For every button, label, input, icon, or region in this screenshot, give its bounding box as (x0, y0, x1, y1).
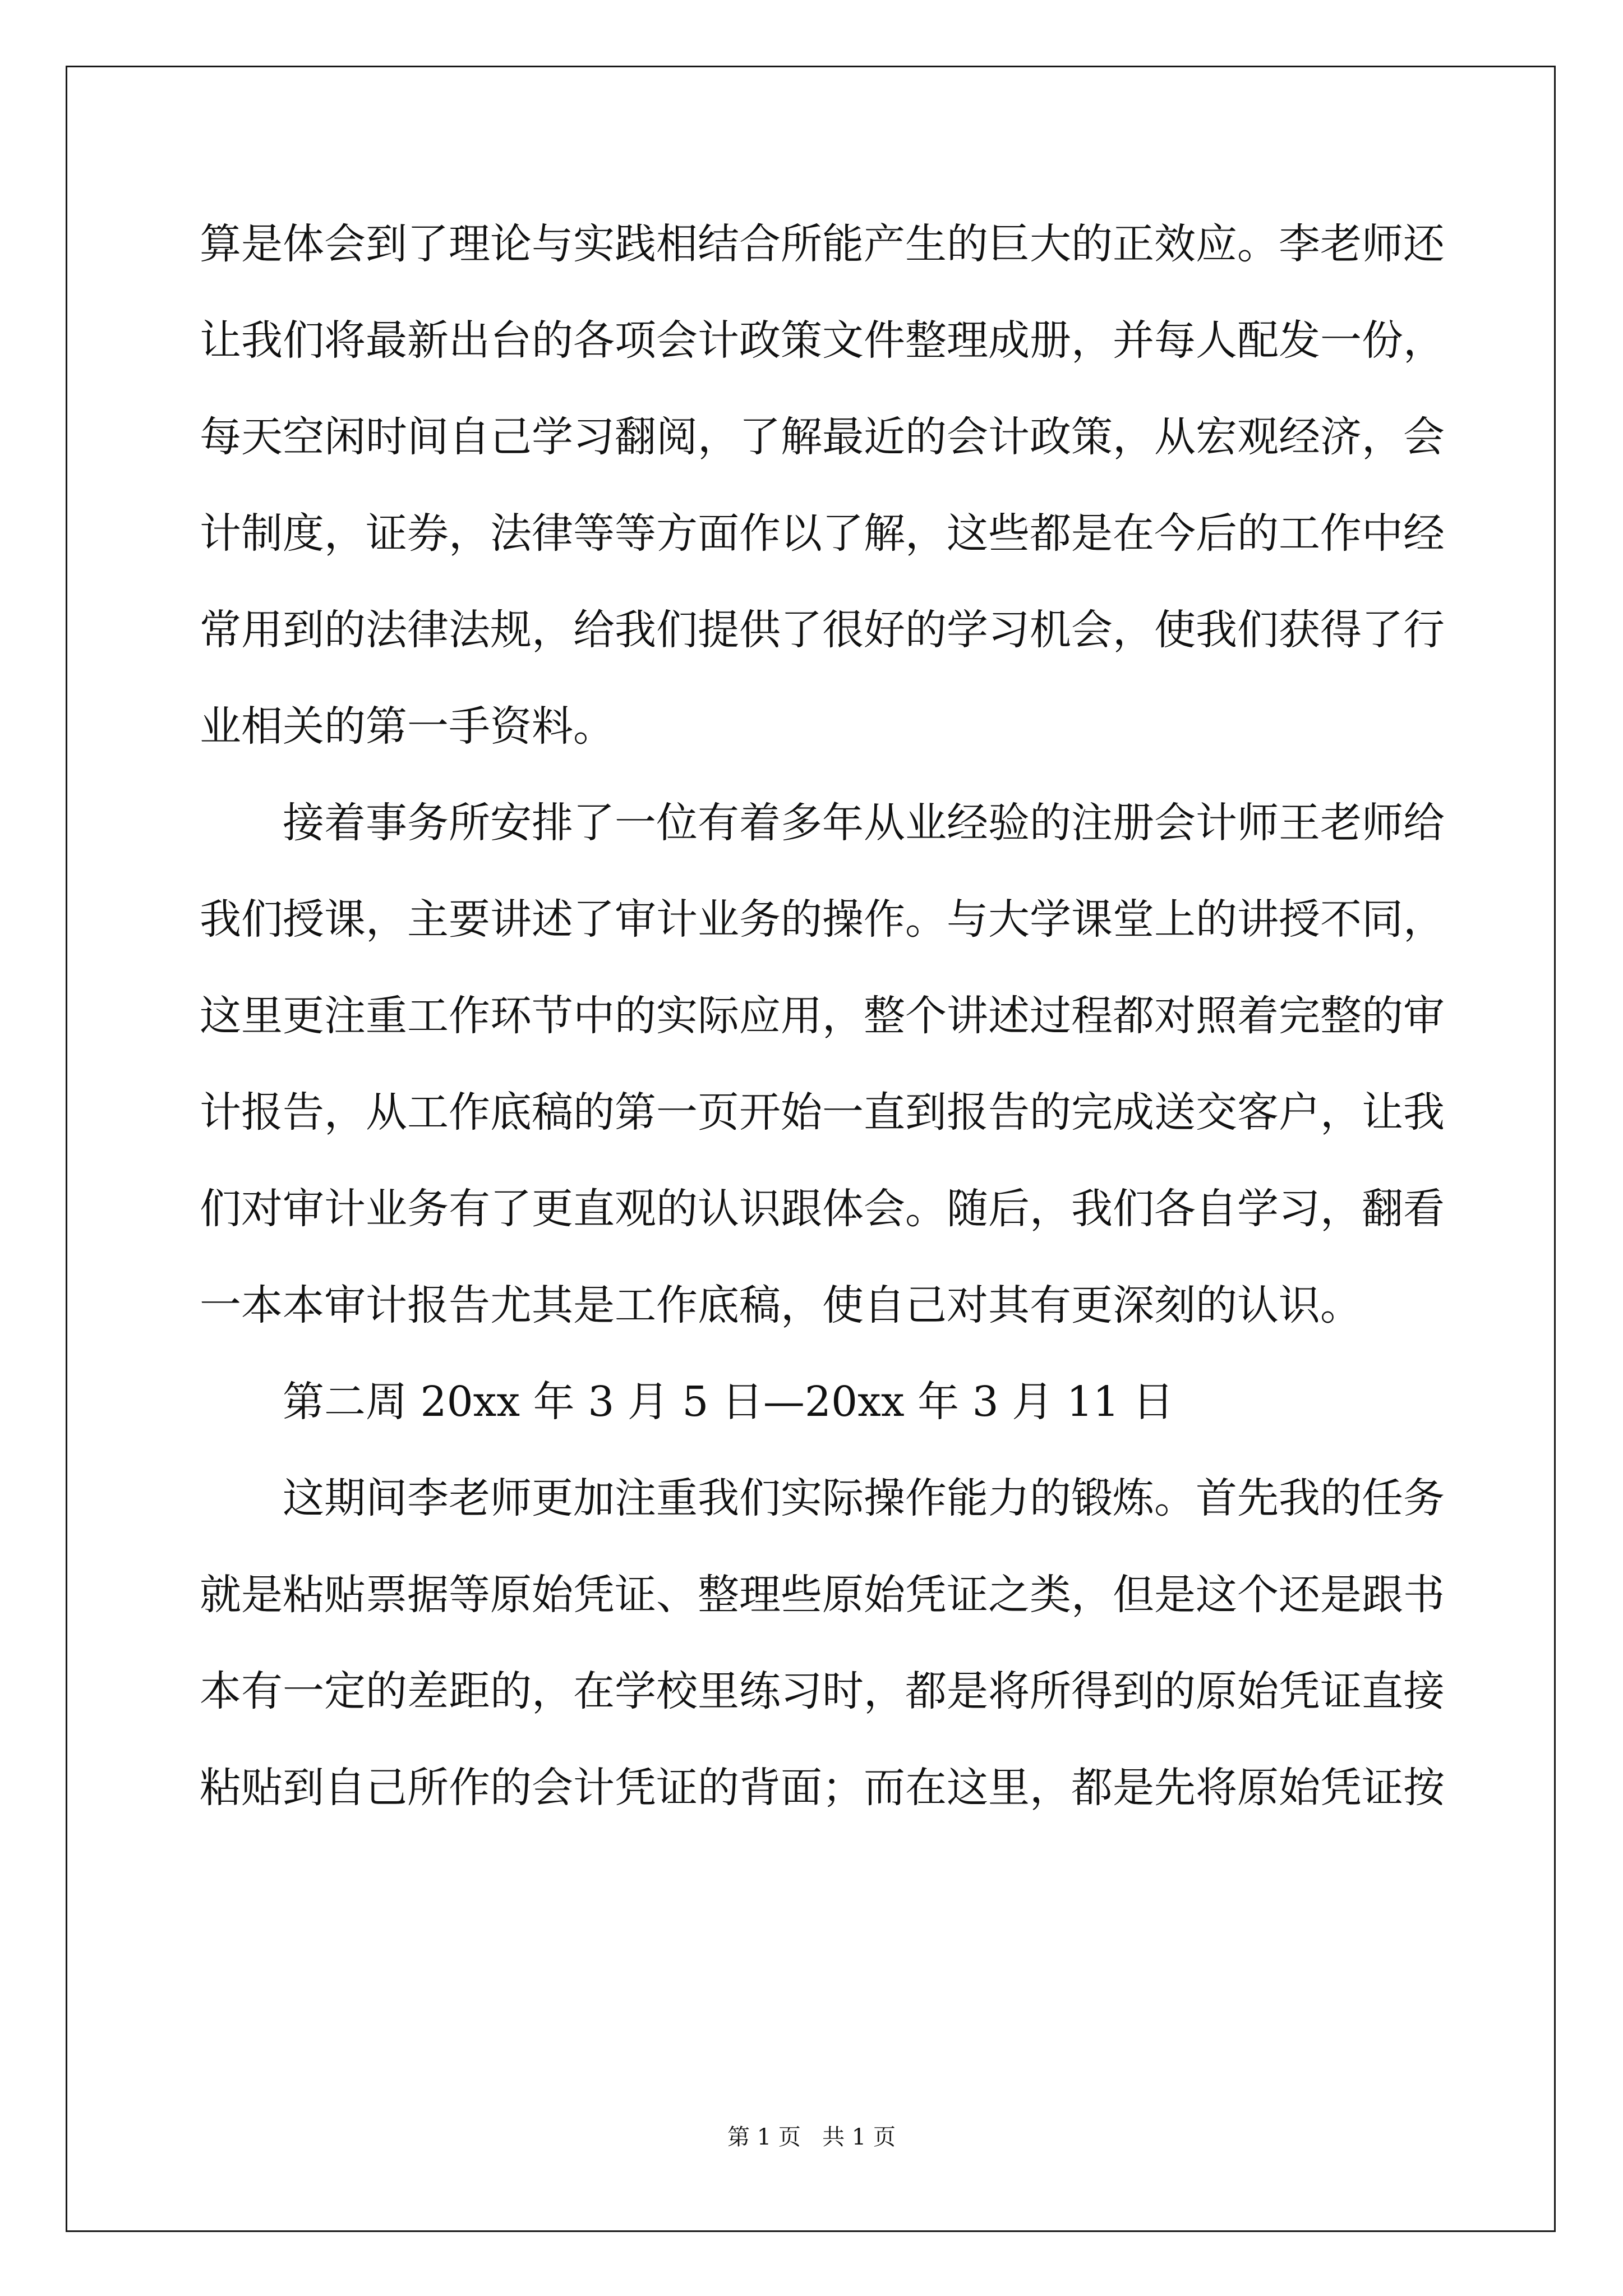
text-line: 常用到的法律法规，给我们提供了很好的学习机会，使我们获得了行 (200, 606, 1445, 654)
paragraph-first-line: 这期间李老师更加注重我们实际操作能力的锻炼。首先我的任务 (283, 1474, 1445, 1522)
text-line: 让我们将最新出台的各项会计政策文件整理成册，并每人配发一份， (200, 316, 1445, 365)
text-line: 我们授课，主要讲述了审计业务的操作。与大学课堂上的讲授不同， (200, 895, 1445, 944)
page-border (66, 66, 1556, 2232)
page-footer: 第 1 页 共 1 页 (727, 2124, 896, 2150)
section-heading: 第二周 20xx 年 3 月 5 日—20xx 年 3 月 11 日 (283, 1378, 1174, 1426)
text-line: 们对审计业务有了更直观的认识跟体会。随后，我们各自学习，翻看 (200, 1185, 1445, 1233)
text-line: 业相关的第一手资料。 (200, 702, 615, 751)
text-line: 算是体会到了理论与实践相结合所能产生的巨大的正效应。李老师还 (200, 220, 1445, 268)
text-line: 就是粘贴票据等原始凭证、整理些原始凭证之类，但是这个还是跟书 (200, 1571, 1445, 1619)
text-line: 粘贴到自己所作的会计凭证的背面；而在这里，都是先将原始凭证按 (200, 1764, 1445, 1812)
paragraph-first-line: 接着事务所安排了一位有着多年从业经验的注册会计师王老师给 (283, 799, 1445, 847)
text-line: 这里更注重工作环节中的实际应用，整个讲述过程都对照着完整的审 (200, 992, 1445, 1040)
text-line: 一本本审计报告尤其是工作底稿，使自己对其有更深刻的认识。 (200, 1281, 1362, 1329)
text-line: 计报告，从工作底稿的第一页开始一直到报告的完成送交客户，让我 (200, 1088, 1445, 1137)
text-line: 本有一定的差距的，在学校里练习时，都是将所得到的原始凭证直接 (200, 1667, 1445, 1715)
text-line: 每天空闲时间自己学习翻阅，了解最近的会计政策，从宏观经济，会 (200, 413, 1445, 461)
text-line: 计制度，证券，法律等等方面作以了解，这些都是在今后的工作中经 (200, 509, 1445, 558)
